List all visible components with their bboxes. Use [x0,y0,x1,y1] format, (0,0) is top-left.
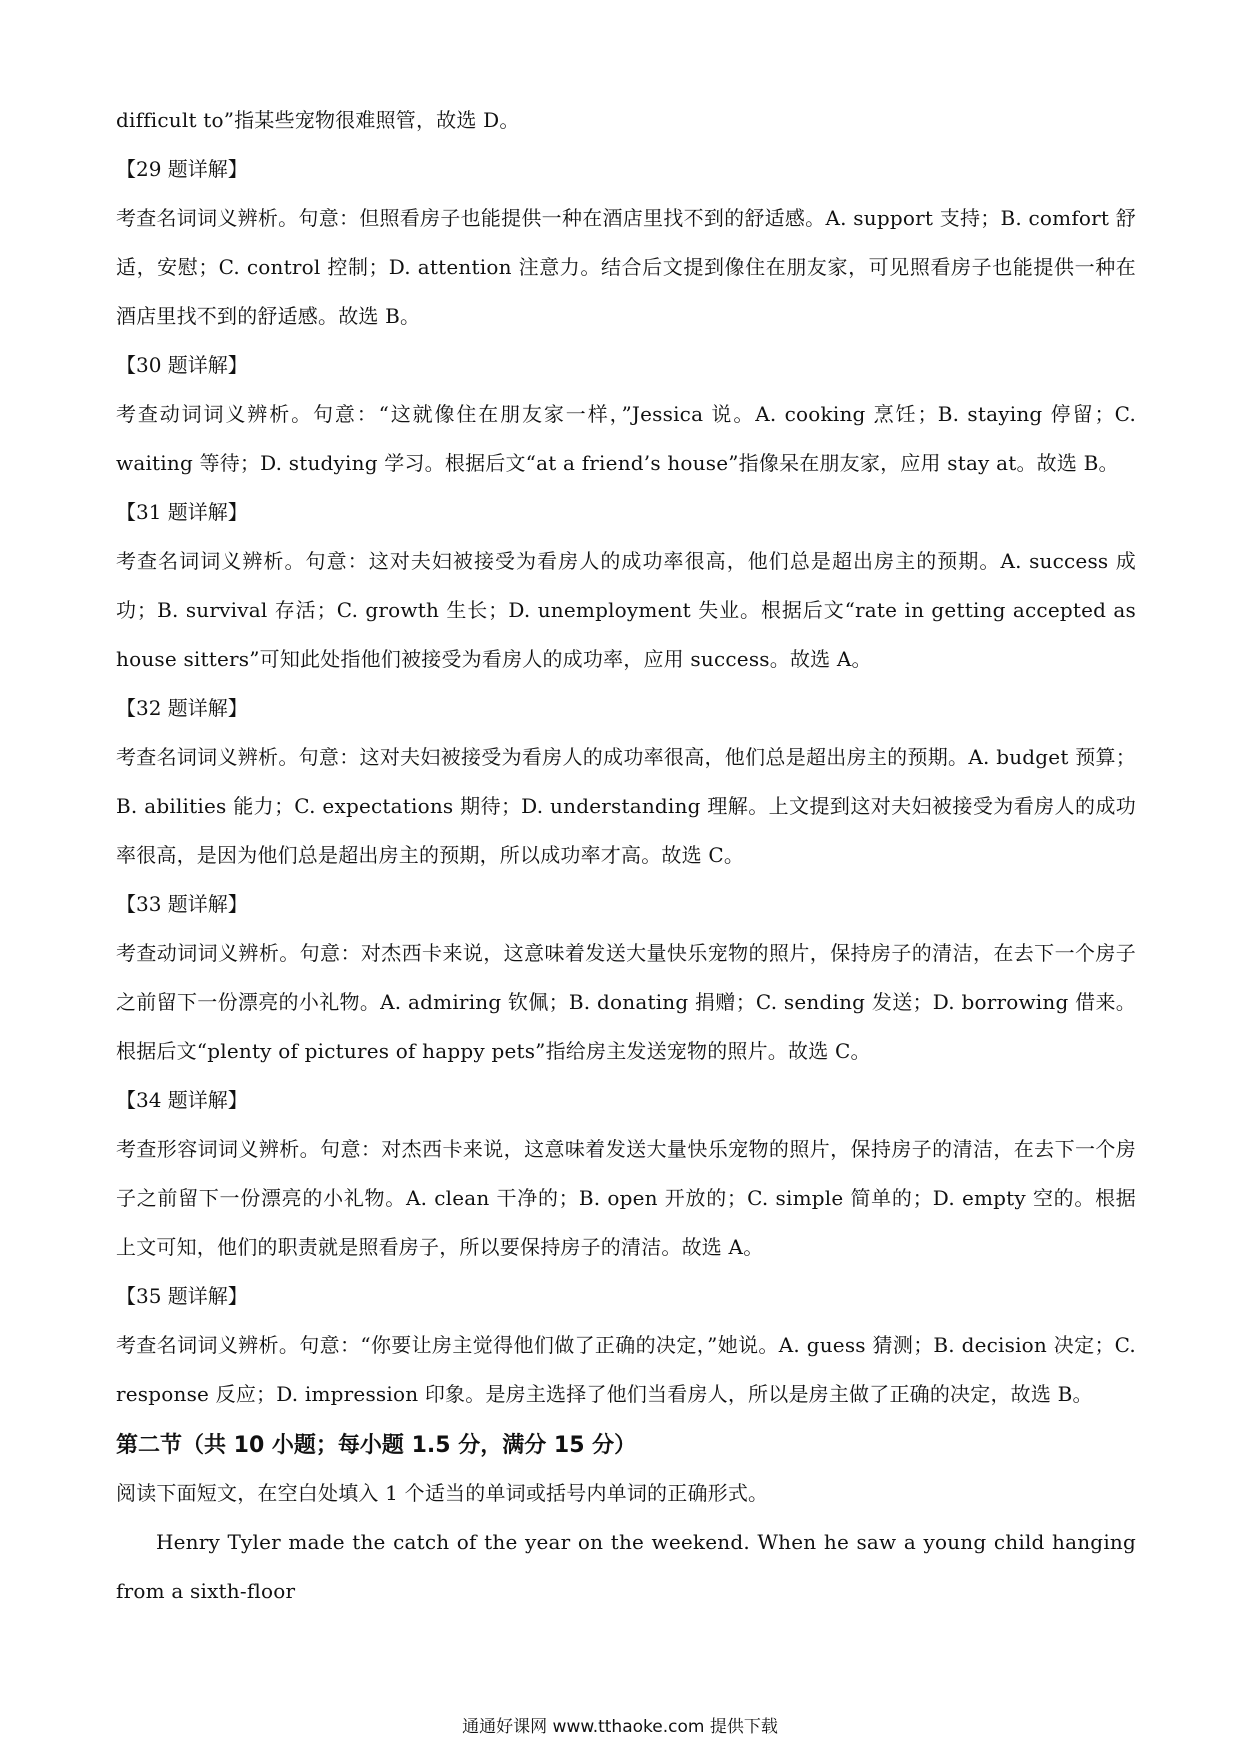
paragraph: 考查名词词义辨析。句意：这对夫妇被接受为看房人的成功率很高，他们总是超出房主的预期。A. success 成功；B. survival 存活；C. growth 生长；D. unemployment 失业。根据后文“rate in getting accepted as house sitters”可知此处指他们被接受为看房人的成功率，应用 success。故选 A。 [116,549,1136,671]
section-title: 第二节（共 10 小题；每小题 1.5 分，满分 15 分） [116,1433,637,1458]
paragraph: 考查动词词义辨析。句意：对杰西卡来说，这意味着发送大量快乐宠物的照片，保持房子的清洁，在去下一个房子之前留下一份漂亮的小礼物。A. admiring 钦佩；B. donating 捐赠；C. sending 发送；D. borrowing 借来。根据后文“plenty of pictures of happy pets”指给房主发送宠物的照片。故选 C。 [116,941,1136,1063]
paragraph: 考查名词词义辨析。句意：但照看房子也能提供一种在酒店里找不到的舒适感。A. support 支持；B. comfort 舒适，安慰；C. control 控制；D. attention 注意力。结合后文提到像住在朋友家，可见照看房子也能提供一种在酒店里找不到的舒适感。故选 B。 [116,206,1136,328]
paragraph: 考查动词词义辨析。句意：“这就像住在朋友家一样，”Jessica 说。A. cooking 烹饪；B. staying 停留；C. waiting 等待；D. studying 学习。根据后文“at a friend’s house”指像呆在朋友家，应用 stay at。故选 B。 [116,402,1136,475]
question-heading-31: 【31 题详解】 [116,500,248,524]
paragraph: 考查形容词词义辨析。句意：对杰西卡来说，这意味着发送大量快乐宠物的照片，保持房子的清洁，在去下一个房子之前留下一份漂亮的小礼物。A. clean 干净的；B. open 开放的；C. simple 简单的；D. empty 空的。根据上文可知，他们的职责就是照看房子，所以要保持房子的清洁。故选 A。 [116,1137,1136,1259]
paragraph: difficult to”指某些宠物很难照管，故选 D。 [116,108,520,132]
document-body [116,96,1136,1616]
page-footer: 通通好课网 www.tthaoke.com 提供下载 [462,1717,778,1737]
question-heading-30: 【30 题详解】 [116,353,248,377]
question-heading-33: 【33 题详解】 [116,892,248,916]
instructions: 阅读下面短文，在空白处填入 1 个适当的单词或括号内单词的正确形式。 [116,1481,769,1505]
passage-paragraph: Henry Tyler made the catch of the year on the weekend. When he saw a young child hanging from a sixth-floor [116,1530,1136,1603]
paragraph: 考查名词词义辨析。句意：这对夫妇被接受为看房人的成功率很高，他们总是超出房主的预期。A. budget 预算；B. abilities 能力；C. expectations 期待；D. understanding 理解。上文提到这对夫妇被接受为看房人的成功率很高，是因为他们总是超出房主的预期，所以成功率才高。故选 C。 [116,745,1136,867]
question-heading-32: 【32 题详解】 [116,696,248,720]
question-heading-35: 【35 题详解】 [116,1284,248,1308]
paragraph: 考查名词词义辨析。句意：“你要让房主觉得他们做了正确的决定，”她说。A. guess 猜测；B. decision 决定；C. response 反应；D. impression 印象。是房主选择了他们当看房人，所以是房主做了正确的决定，故选 B。 [116,1333,1136,1406]
question-heading-34: 【34 题详解】 [116,1088,248,1112]
question-heading-29: 【29 题详解】 [116,157,248,181]
